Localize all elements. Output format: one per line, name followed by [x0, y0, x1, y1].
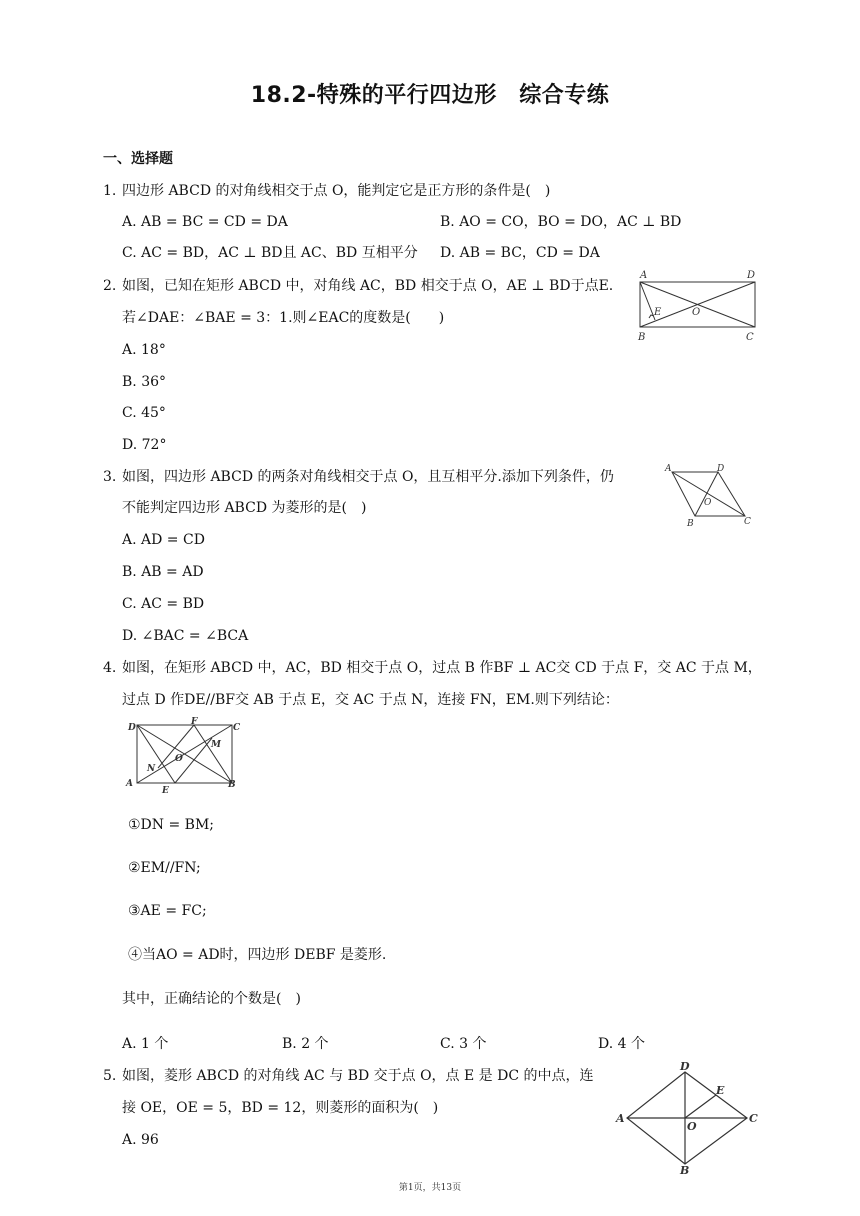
question-number: 1. [103, 183, 117, 199]
option-a: A. AB = BC = CD = DA [122, 214, 288, 230]
label-n: N [147, 764, 156, 774]
option-a: A. 96 [122, 1132, 159, 1148]
option-d: D. ∠BAC = ∠BCA [122, 628, 249, 644]
label-d: D [680, 1060, 690, 1073]
rectangle-diagonals-figure [120, 716, 245, 798]
option-c: C. 3 个 [440, 1036, 487, 1052]
option-c: C. AC = BD [122, 596, 205, 612]
option-d: D. AB = BC，CD = DA [440, 245, 600, 261]
label-c: C [233, 723, 241, 733]
page-title: 18.2-特殊的平行四边形 综合专练 [250, 83, 610, 108]
label-a: A [126, 779, 133, 789]
option-b: B. 36° [122, 374, 167, 390]
question-stem: 过点 D 作DE//BF交 AB 于点 E，交 AC 于点 N，连接 FN，EM.则下列结论： [122, 692, 619, 708]
question-stem: 如图，四边形 ABCD 的两条对角线相交于点 O，且互相平分.添加下列条件，仍 [122, 469, 614, 485]
label-a: A [616, 1112, 625, 1125]
label-d: D [128, 723, 136, 733]
statement-3: ③AE = FC; [128, 903, 207, 919]
label-e: E [654, 307, 662, 318]
label-c: C [746, 332, 754, 343]
label-b: B [687, 519, 694, 529]
label-d: D [747, 270, 756, 281]
label-m: M [211, 740, 221, 750]
label-b: B [638, 332, 646, 343]
question-stem: 若∠DAE：∠BAE = 3：1.则∠EAC的度数是( ) [122, 310, 445, 326]
question-stem: 如图，菱形 ABCD 的对角线 AC 与 BD 交于点 O，点 E 是 DC 的中点，连 [122, 1068, 594, 1084]
question-stem: 四边形 ABCD 的对角线相交于点 O，能判定它是正方形的条件是( ) [122, 183, 551, 199]
page-footer: 第1页，共13页 [398, 1183, 462, 1193]
question-number: 5. [103, 1068, 117, 1084]
question-number: 3. [103, 469, 117, 485]
label-b: B [680, 1164, 690, 1175]
question-stem: 如图，已知在矩形 ABCD 中，对角线 AC，BD 相交于点 O，AE ⊥ BD于点E. [122, 278, 614, 294]
label-a: A [665, 464, 672, 474]
label-e: E [162, 786, 169, 796]
label-c: C [744, 517, 751, 527]
option-b: B. AO = CO，BO = DO，AC ⊥ BD [440, 214, 682, 230]
option-d: D. 4 个 [598, 1036, 645, 1052]
statement-4: ④当AO = AD时，四边形 DEBF 是菱形. [128, 947, 387, 963]
question-stem: 如图，在矩形 ABCD 中，AC，BD 相交于点 O，过点 B 作BF ⊥ AC交 CD 于点 F，交 AC 于点 M， [122, 660, 762, 676]
label-b: B [228, 780, 236, 790]
question-stem: 接 OE，OE = 5，BD = 12，则菱形的面积为( ) [122, 1100, 439, 1116]
label-d: D [717, 464, 725, 474]
question-stem: 不能判定四边形 ABCD 为菱形的是( ) [122, 500, 367, 516]
question-prompt: 其中，正确结论的个数是( ) [122, 991, 301, 1007]
label-a: A [640, 270, 648, 281]
option-b: B. 2 个 [282, 1036, 329, 1052]
option-a: A. AD = CD [122, 532, 205, 548]
rhombus-figure [612, 1060, 762, 1175]
rectangle-figure [630, 266, 760, 346]
label-o: O [175, 754, 183, 764]
option-c: C. AC = BD，AC ⊥ BD且 AC、BD 互相平分 [122, 245, 418, 261]
option-b: B. AB = AD [122, 564, 204, 580]
statement-2: ②EM//FN; [128, 860, 201, 876]
option-a: A. 18° [122, 342, 166, 358]
section-heading: 一、选择题 [103, 151, 173, 167]
option-d: D. 72° [122, 437, 167, 453]
label-f: F [191, 717, 198, 727]
statement-1: ①DN = BM; [128, 817, 214, 833]
label-o: O [692, 307, 701, 318]
label-c: C [749, 1112, 758, 1125]
option-c: C. 45° [122, 405, 166, 421]
question-number: 4. [103, 660, 117, 676]
label-e: E [716, 1084, 725, 1097]
option-a: A. 1 个 [122, 1036, 169, 1052]
question-number: 2. [103, 278, 117, 294]
label-o: O [704, 498, 712, 508]
label-o: O [687, 1120, 697, 1133]
parallelogram-figure [660, 460, 760, 530]
